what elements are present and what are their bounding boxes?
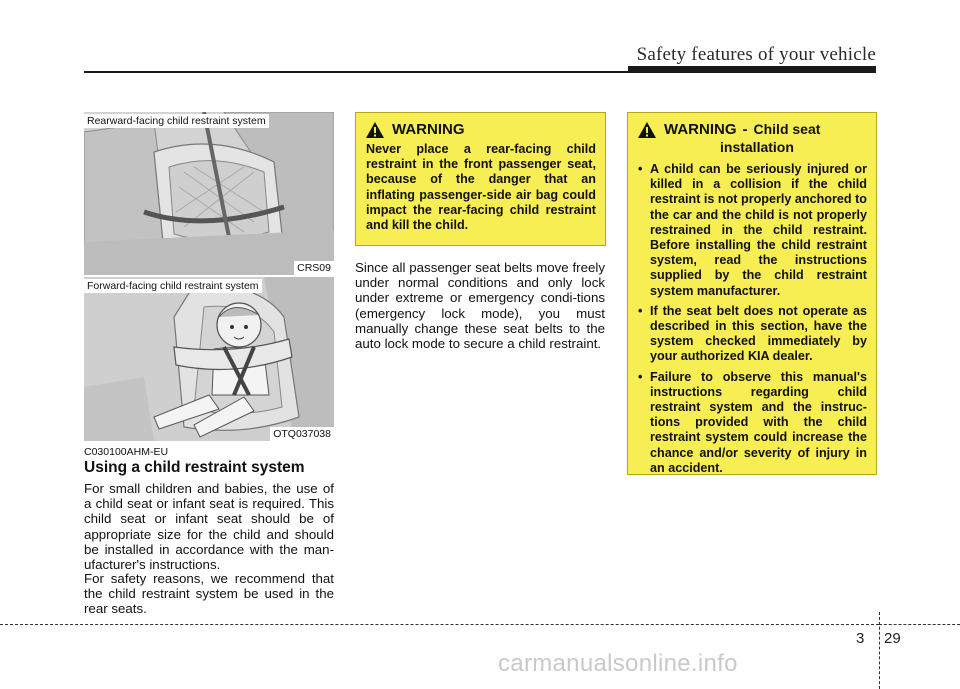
warning-triangle-icon — [366, 122, 384, 138]
warning-title-row — [366, 121, 596, 138]
body-paragraph-seat-belts: Since all passenger seat belts move freely under normal conditions and only lock under extreme or emergency condi-tions (emergency lock mode), you must manually change these seat belts to the auto lock mode to secure a child restraint. — [355, 260, 605, 352]
warning-subtitle-line2: installation — [720, 139, 794, 155]
figure-rearward-child-seat — [84, 112, 334, 275]
warning-title-dash: - — [742, 121, 748, 138]
figure-code-forward: OTQ037038 — [270, 427, 334, 441]
body-paragraph-1: For small children and babies, the use of a child seat or infant seat is required. This child seat or infant seat should be of appropriate size for the child and should be installed in accordance with the man-ufacturer's instructions. — [84, 481, 334, 573]
figure-forward-child-seat — [84, 277, 334, 441]
warning-list-item: • Failure to observe this manual's instructions regarding child restraint system and the instruc-tions provided with the child restraint system could increase the chance and/or severity of injury in an accident. — [638, 370, 867, 476]
figure-code-rearward: CRS09 — [294, 261, 334, 275]
footer-divider — [879, 612, 880, 689]
footer-rule — [0, 624, 879, 625]
page-chapter-number: 3 — [856, 630, 865, 647]
section-code: C030100AHM-EU — [84, 446, 169, 458]
forward-seat-illustration — [84, 277, 334, 441]
body-paragraph-2: For safety reasons, we recommend that the child restraint system be used in the rear seats. — [84, 571, 334, 617]
figure-caption-forward: Forward-facing child restraint system — [84, 279, 262, 293]
warning-title: WARNING — [664, 121, 737, 138]
warning-list-item: • If the seat belt does not operate as described in this section, have the system checked immediately by your authorized KIA dealer. — [638, 304, 867, 365]
warning-triangle-icon — [638, 122, 656, 138]
warning-box-child-seat-installation — [627, 112, 877, 475]
warning-list — [638, 162, 867, 476]
figure-caption-rearward: Rearward-facing child restraint system — [84, 114, 269, 128]
warning-title: WARNING — [392, 121, 465, 138]
section-heading: Using a child restraint system — [84, 459, 305, 476]
warning-list-item: • A child can be seriously injured or killed in a collision if the child restraint is not properly anchored to the car and the child is not properly restrained in the child restraint. Before installing the child restraint system, read the instructions supplied by the child restraint system manufacturer. — [638, 162, 867, 299]
warning-box-rear-facing — [355, 112, 606, 246]
warning-subtitle-line1: Child seat — [753, 121, 821, 137]
warning-heading — [664, 121, 820, 156]
warning-text: Never place a rear-facing child restraint in the front passenger seat, because of the danger that an inflating passenger-side air bag could impact the rear-facing child restraint and kill the child. — [366, 142, 596, 233]
page-header-title: Safety features of your vehicle — [636, 44, 876, 65]
footer-rule-right — [879, 624, 960, 625]
header-rule-accent — [628, 66, 876, 72]
warning-title-row — [638, 121, 867, 156]
watermark-text: carmanualsonline.info — [498, 650, 738, 677]
rearward-seat-illustration — [84, 112, 334, 275]
page-number: 29 — [884, 630, 901, 647]
